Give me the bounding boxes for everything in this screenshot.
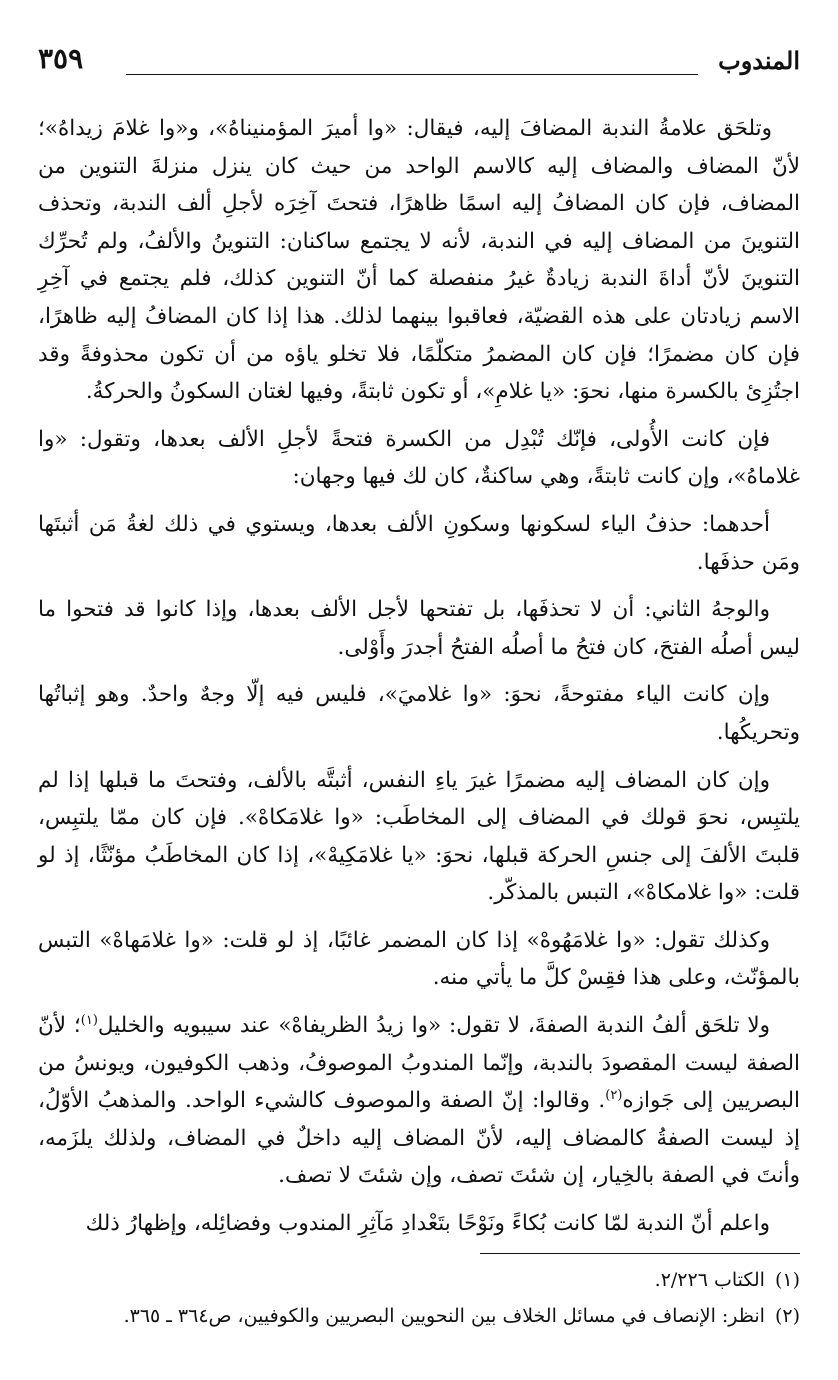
running-title: المندوب bbox=[718, 46, 800, 75]
footnote bbox=[38, 1262, 800, 1298]
paragraph: أحدهما: حذفُ الياء لسكونها وسكونِ الألف بعدها، ويستوي في ذلك لغةُ مَن أثبتَها ومَن حذفَها. bbox=[38, 511, 800, 575]
footnote bbox=[38, 1298, 800, 1334]
footnote-number: (٢) bbox=[774, 1305, 800, 1327]
footnote-text: الكتاب ٢/٢٢٦. bbox=[654, 1269, 765, 1291]
paragraph: واعلم أنّ الندبة لمّا كانت بُكاءً ونَوْحًا بتَعْدادِ مَآثِرِ المندوب وفضائِله، وإظهارُ ذلك bbox=[85, 1211, 770, 1237]
footnote-ref: (١) bbox=[80, 1012, 98, 1028]
paragraph: وكذلك تقول: «وا غلامَهُوهْ» إذا كان المضمر غائبًا، إذ لو قلت: «وا غلامَهاهْ» التبس بالمؤنّث، وعلى هذا فقِسْ كلَّ ما يأتي منه. bbox=[38, 927, 800, 991]
paragraph: والوجهُ الثاني: أن لا تحذفَها، بل تفتحها لأجل الألف بعدها، وإذا كانوا قد فتحوا ما ليس أصلُه الفتحَ، كان فتحُ ما أصلُه الفتحُ أجدرَ وأَوْلى. bbox=[38, 597, 800, 660]
footnote-text: انظر: الإنصاف في مسائل الخلاف بين النحويين البصريين والكوفيين، ص٣٦٤ ـ ٣٦٥. bbox=[123, 1305, 765, 1327]
paragraph: وتلحَق علامةُ الندبة المضافَ إليه، فيقال: «وا أميرَ المؤمنيناهُ»، و«وا غلامَ زيداهُ»؛ لأنّ المضاف والمضاف إليه كالاسم الواحد من حيث كان ينزل منزلةَ التنوين من المضاف، فإن كان المضافُ إليه اسمًا ظاهرًا، فتحتَ آخِرَه لأجلِ ألف الندبة، وتحذف التنوينَ من المضاف إليه في الندبة، لأنه لا يجتمع ساكنان: التنوينُ والألفُ، ولم تُحرِّك التنوينَ لأنّ أداةَ الندبة زيادةٌ غيرُ منفصلة كما أنّ التنوين كذلك، فلم يجتمع في آخِرِ الاسم زيادتان على هذه القضيّة، فعاقبوا بينهما لذلك. هذا إذا كان المضافُ إليه ظاهرًا، فإن كان مضمرًا؛ فإن كان المضمرُ متكلّمًا، فلا تخلو ياؤه من أن تكون محذوفةً وقد اجتُزِئ بالكسرة منها، نحوَ: «يا غلامِ»، أو تكون ثابتةً، وفيها لغتان السكونُ والحركةُ. bbox=[38, 116, 800, 405]
footnote-rule bbox=[480, 1253, 800, 1254]
paragraph: ولا تلحَق ألفُ الندبة الصفةَ، لا تقول: «وا زيدُ الظريفاهْ» عند سيبويه والخليل$^{(١)}$؛ لأنّ الصفة ليست المقصودَ بالندبة، وإنّما المندوبُ الموصوفُ، وذهب الكوفيون، ويونسُ من البصريين إلى جَوازه$^{(٢)}$. وقالوا: إنّ الصفة والموصوف كالشيء الواحد. والمذهبُ الأوّلُ، إذ ليست الصفةُ كالمضاف إليه، لأنّ المضاف إليه داخلٌ في المضاف، ولذلك يلزَمه، وأنتَ في الصفة بالخِيار، إن شئتَ تصف، وإن شئتَ لا تصف. bbox=[38, 1012, 800, 1189]
paragraph: وإن كانت الياء مفتوحةً، نحوَ: «وا غلاميَ»، فليس فيه إلّا وجهٌ واحدٌ. وهو إثباتُها وتحريكُها. bbox=[38, 682, 800, 745]
header-rule bbox=[126, 74, 698, 75]
body-text bbox=[38, 110, 800, 1253]
paragraph: وإن كان المضاف إليه مضمرًا غيرَ ياءِ النفس، أثبتَّه بالألف، وفتحتَ ما قبلها إذا لم يلتبِس، نحوَ قولك في المضاف إلى المخاطَب: «وا غلامَكاهْ». فإن كان ممّا يلتبِس، قلبتَ الألفَ إلى جنسِ الحركة قبلها، نحوَ: «يا غلامَكِيهْ»، إذا كان المخاطَبُ مؤنّثًا، إذ لو قلت: «وا غلامكاهْ»، التبس بالمذكّر. bbox=[38, 767, 800, 906]
footnote-number: (١) bbox=[774, 1269, 800, 1291]
footnotes bbox=[38, 1262, 800, 1334]
footnote-ref: (٢) bbox=[605, 1088, 623, 1104]
page-header bbox=[38, 40, 800, 84]
page-number: ٣٥٩ bbox=[38, 42, 84, 75]
paragraph: فإن كانت الأُولى، فإنّك تُبْدِل من الكسرة فتحةً لأجلِ الألف بعدها، وتقول: «وا غلاماهُ»، وإن كانت ثابتةً، وهي ساكنةٌ، كان لك فيها وجهان: bbox=[38, 426, 800, 490]
